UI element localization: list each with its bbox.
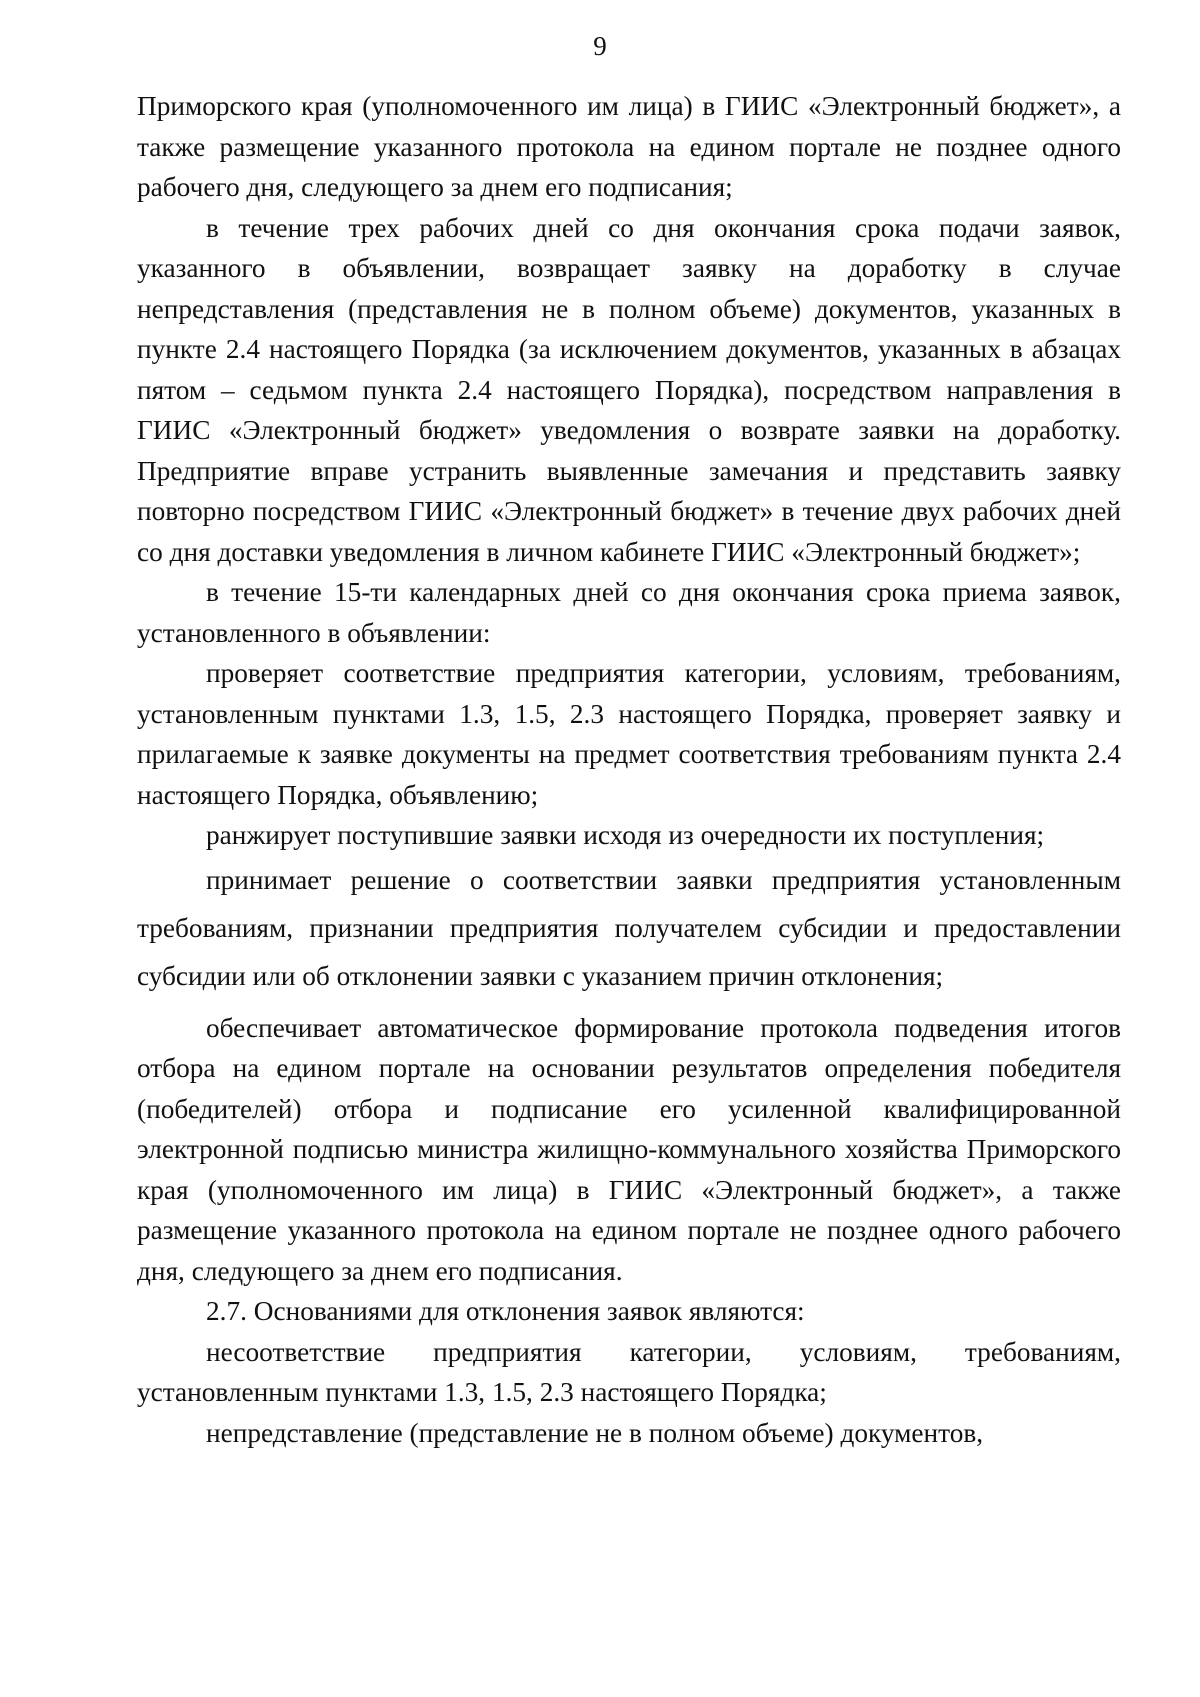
paragraph-makes-decision: принимает решение о соответствии заявки предприятия установленным требованиям, признании предприятия получателем субсидии и предоставлении субсидии или об отклонении заявки с указанием причин отклонения; (137, 864, 1121, 991)
document-body (137, 86, 1121, 1453)
paragraph-nonsubmission: непредставление (представление не в полном объеме) документов, (206, 1417, 984, 1448)
paragraph-protocol-formation: обеспечивает автоматическое формирование протокола подведения итогов отбора на едином портале на основании результатов определения победителя (победителей) отбора и подписание его усиленной квалифицированной электронной подписью министра жилищно-коммунального хозяйства Приморского края (уполномоченного им лица) в ГИИС «Электронный бюджет», а также размещение указанного протокола на едином портале не позднее одного рабочего дня, следующего за днем его подписания. (137, 1012, 1121, 1286)
paragraph-return-for-revision: в течение трех рабочих дней со дня окончания срока подачи заявок, указанного в объявлении, возвращает заявку на доработку в случае непредставления (представления не в полном объеме) документов, указанных в пункте 2.4 настоящего Порядка (за исключением документов, указанных в абзацах пятом – седьмом пункта 2.4 настоящего Порядка), посредством направления в ГИИС «Электронный бюджет» уведомления о возврате заявки на доработку. Предприятие вправе устранить выявленные замечания и представить заявку повторно посредством ГИИС «Электронный бюджет» в течение двух рабочих дней со дня доставки уведомления в личном кабинете ГИИС «Электронный бюджет»; (137, 212, 1121, 567)
paragraph-ranks-applications: ранжирует поступившие заявки исходя из очередности их поступления; (206, 820, 1045, 850)
page-number: 9 (593, 31, 607, 61)
paragraph-fifteen-days: в течение 15-ти календарных дней со дня окончания срока приема заявок, установленного в объявлении: (137, 577, 1121, 648)
paragraph-checks-compliance: проверяет соответствие предприятия категории, условиям, требованиям, установленным пунктами 1.3, 1.5, 2.3 настоящего Порядка, проверяет заявку и прилагаемые к заявке документы на предмет соответствия требованиям пункта 2.4 настоящего Порядка, объявлению; (137, 658, 1121, 810)
paragraph-rejection-grounds-heading: 2.7. Основаниями для отклонения заявок являются: (206, 1296, 805, 1326)
paragraph-noncompliance: несоответствие предприятия категории, условиям, требованиям, установленным пунктами 1.3, 1.5, 2.3 настоящего Порядка; (137, 1336, 1121, 1407)
paragraph-protocol-continuation: Приморского края (уполномоченного им лица) в ГИИС «Электронный бюджет», а также размещение указанного протокола на едином портале не позднее одного рабочего дня, следующего за днем его подписания; (137, 91, 1121, 202)
